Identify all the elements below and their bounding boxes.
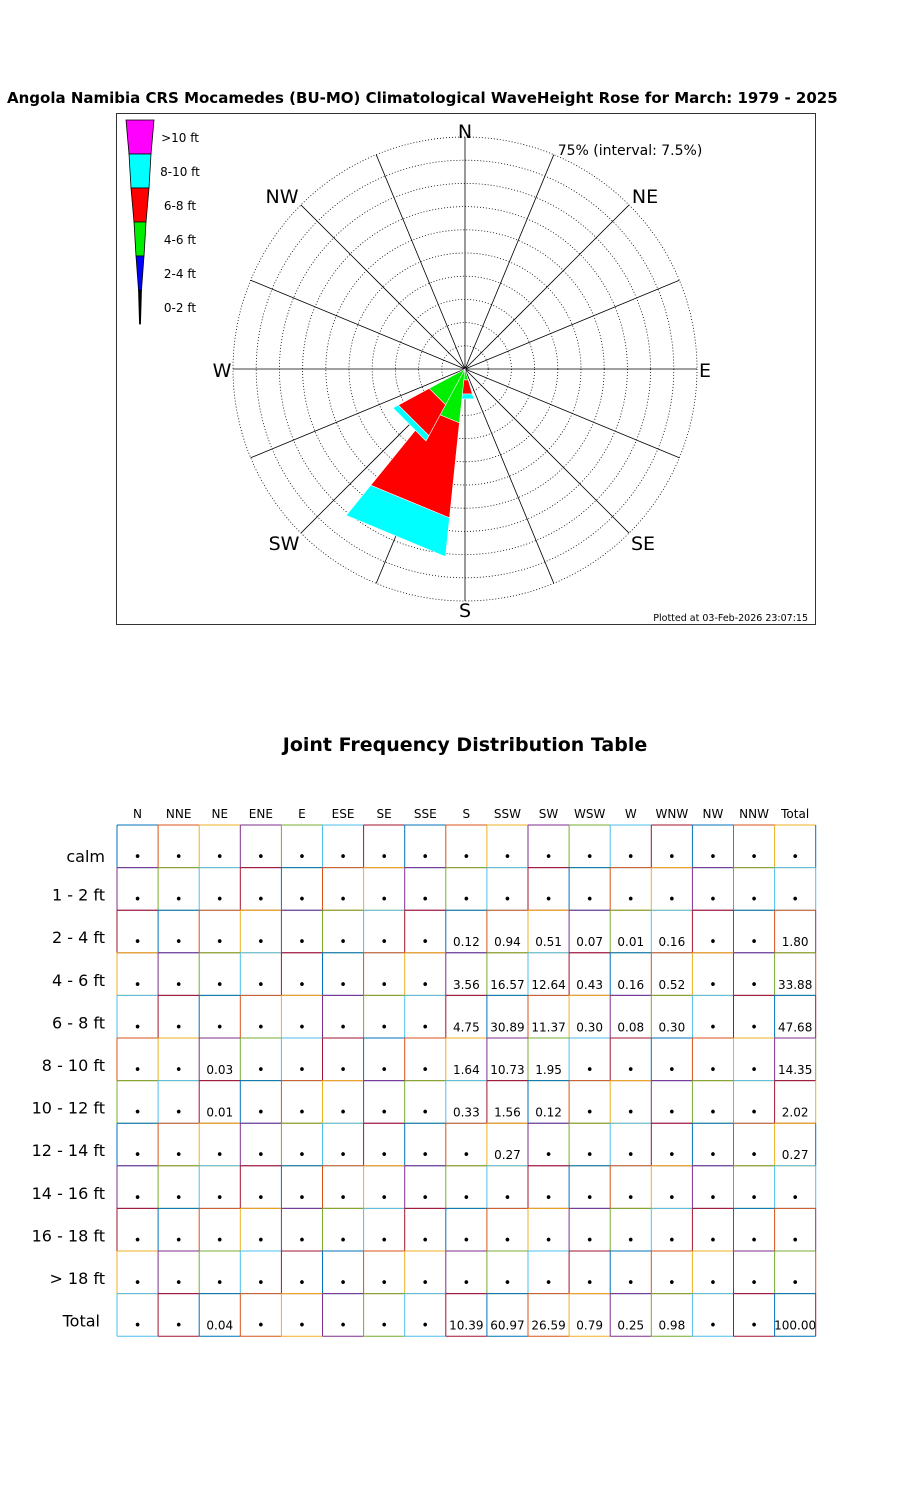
table-cell: 0.27 [494,1148,521,1163]
table-cell: • [585,1063,594,1078]
interval-note: 75% (interval: 7.5%) [557,143,703,159]
table-cell: • [380,1318,388,1334]
table-cell: • [709,1020,717,1036]
table-cell: • [626,850,635,865]
table-cell: • [585,1105,594,1121]
table-cell: • [298,1276,306,1291]
table-cell: • [339,850,347,865]
direction-spoke [301,205,465,369]
table-cell: • [339,1318,347,1334]
table-column-header: NW [702,807,724,821]
table-cell: • [544,1148,553,1164]
table-cell: • [421,892,430,908]
table-row-label: 8 - 10 ft [41,1056,105,1075]
table-cell: • [709,850,717,865]
table-cell: • [298,850,306,865]
table-cell: • [750,1105,758,1121]
table-cell: • [421,1190,430,1206]
table-cell: 1.64 [452,1063,480,1077]
table-cell: • [174,1190,183,1206]
table-column-header: Total [781,807,810,821]
table-row-label: 14 - 16 ft [31,1183,105,1203]
table-cell: • [174,850,183,865]
table-cell: • [257,1190,265,1206]
table-cell: • [421,1148,430,1164]
table-cell: 10.39 [449,1318,484,1333]
chart-title: Angola Namibia CRS Mocamedes (BU-MO) Climatological WaveHeight Rose for March: 1979 - 2025 [7,89,838,107]
table-cell: 0.04 [206,1318,234,1333]
table-cell: • [791,1190,799,1206]
table-cell: • [215,892,224,908]
table-column-header: N [133,807,143,821]
table-cell: 0.30 [576,1020,604,1035]
table-column-header: WNW [655,807,689,821]
table-column-header: SSE [413,807,437,821]
table-cell: • [215,1148,224,1164]
table-cell: 0.16 [617,977,645,992]
table-cell: • [421,1020,430,1036]
table-column-header: WSW [573,807,606,821]
table-cell: • [421,1318,430,1334]
table-cell: • [257,892,265,908]
legend-label: 8-10 ft [160,165,200,179]
table-cell: • [668,892,676,908]
direction-spoke [465,369,554,583]
table-cell: • [626,1276,635,1291]
compass-label-sw: SW [268,533,300,555]
table-cell: 26.59 [531,1318,566,1333]
table-column-header: NE [211,807,229,821]
table-cell: • [626,1190,635,1206]
table-cell: • [298,1190,306,1206]
table-cell: • [668,1190,676,1206]
table-cell: 33.88 [777,977,813,992]
table-column-header: S [462,807,471,821]
compass-label-nw: NW [265,186,299,208]
table-cell: • [339,977,347,993]
table-cell: • [133,1276,142,1291]
table-cell: • [133,1105,142,1121]
table-cell: • [339,935,347,951]
table-cell: • [133,1233,142,1249]
table-cell: • [791,892,799,908]
table-row-label: 6 - 8 ft [51,1013,105,1033]
table-cell: • [750,977,758,993]
table-cell: • [298,1148,306,1164]
table-cell: • [133,1020,142,1036]
table-column-header: NNW [739,807,769,821]
table-cell: • [174,1105,183,1121]
table-cell: • [174,1233,183,1249]
table-cell: 0.03 [206,1063,234,1077]
table-cell: • [174,1276,183,1291]
table-cell: • [626,1105,635,1121]
table-cell: • [585,850,594,865]
table-cell: • [174,1020,183,1036]
table-cell: • [668,1233,676,1249]
table-column-header: ESE [331,807,355,821]
table-cell: • [133,892,142,908]
table-cell: • [668,1063,676,1078]
table-cell: • [544,892,553,908]
table-cell: 0.01 [206,1105,234,1120]
legend-label: >10 ft [161,131,199,145]
table-cell: • [750,1318,758,1334]
table-cell: • [133,1148,142,1164]
table-cell: 1.80 [781,935,809,950]
table-cell: • [257,1105,265,1121]
table-cell: • [380,1020,388,1036]
table-cell: 3.56 [452,977,480,992]
table-cell: • [585,1276,594,1291]
table-cell: • [215,977,224,993]
table-cell: • [257,1233,265,1249]
table-cell: • [626,892,635,908]
table-cell: • [544,1233,553,1249]
table-cell: • [298,935,306,951]
table-column-header: E [298,807,306,821]
table-cell: • [626,1233,635,1249]
table-cell: • [298,977,306,993]
table-cell: • [380,1148,388,1164]
table-cell: 10.73 [490,1063,525,1077]
table-cell: • [421,935,430,951]
table-cell: • [462,1190,471,1206]
direction-spoke [465,280,679,369]
table-cell: • [215,1020,224,1036]
table-cell: • [421,1105,430,1121]
table-cell: • [791,1233,799,1249]
table-cell: • [709,935,717,951]
legend-label: 2-4 ft [163,267,197,281]
direction-spoke [465,369,629,533]
table-cell: • [709,1233,717,1249]
table-row-label: 2 - 4 ft [51,928,105,948]
table-cell: • [380,935,388,951]
table-cell: • [544,1190,553,1206]
table-cell: • [421,977,430,993]
table-cell: • [709,1276,717,1291]
table-cell: • [421,1276,430,1291]
table-cell: 0.07 [576,935,604,950]
table-cell: • [298,1233,306,1249]
table-cell: • [257,1276,265,1291]
table-cell: • [750,935,758,951]
table-cell: • [709,1063,717,1078]
table-cell: 0.51 [535,935,562,950]
table-cell: • [339,1105,347,1121]
table-cell: • [750,850,758,865]
table-cell: 0.12 [535,1105,562,1120]
table-cell: 30.89 [490,1020,525,1035]
table-cell: 0.27 [781,1148,809,1163]
direction-spoke [465,205,629,369]
table-cell: • [503,1190,512,1206]
table-cell: • [503,1233,512,1249]
table-cell: • [257,977,265,993]
table-cell: • [257,1020,265,1036]
table-cell: • [257,1318,265,1334]
table-cell: • [215,935,224,951]
table-cell: 12.64 [531,977,566,992]
table-cell: • [133,1318,142,1334]
table-cell: • [215,1233,224,1249]
table-row-label: 4 - 6 ft [51,970,105,990]
table-cell: • [298,1105,306,1121]
compass-label-w: W [212,360,232,382]
table-cell: • [668,1276,676,1291]
table-row-label: 10 - 12 ft [31,1098,105,1118]
table-cell: 0.01 [617,935,645,950]
table-cell: • [462,892,471,908]
table-cell: 16.57 [490,977,525,992]
table-cell: • [174,1148,183,1164]
table-cell: • [668,1105,676,1121]
table-cell: • [462,1148,471,1164]
table-cell: • [709,1190,717,1206]
table-cell: 11.37 [531,1020,566,1035]
table-cell: • [257,1063,265,1078]
wave-rose-chart [0,0,900,700]
table-cell: • [750,1233,758,1249]
table-cell: 0.12 [452,935,480,950]
table-row-label: 16 - 18 ft [31,1226,105,1246]
table-cell: • [585,1190,594,1206]
compass-label-s: S [458,600,472,622]
table-cell: • [215,1190,224,1206]
table-cell: • [750,1063,758,1078]
table-cell: • [133,1190,142,1206]
table-row-label: calm [66,847,105,866]
table-cell: • [380,1276,388,1291]
table-cell: 14.35 [777,1063,813,1077]
table-cell: • [339,1276,347,1291]
table-cell: 0.16 [658,935,686,950]
table-cell: • [462,850,471,865]
table-cell: • [585,1233,594,1249]
direction-spoke [465,155,554,369]
table-cell: • [421,1233,430,1249]
table-cell: • [380,1233,388,1249]
direction-spoke [376,155,465,369]
table-cell: • [380,1105,388,1121]
table-cell: • [339,1233,347,1249]
legend-label: 6-8 ft [163,199,197,213]
table-cell: • [380,1063,388,1078]
table-title: Joint Frequency Distribution Table [282,734,648,756]
compass-label-n: N [457,121,473,143]
table-cell: • [668,850,676,865]
table-row-label: 1 - 2 ft [51,885,105,905]
table-cell: 0.33 [452,1105,480,1120]
table-cell: • [257,1148,265,1164]
table-cell: • [421,850,430,865]
table-cell: • [133,1063,142,1078]
table-cell: 0.25 [617,1318,645,1333]
table-cell: • [750,1020,758,1036]
table-cell: 60.97 [490,1318,525,1333]
table-cell: 0.98 [658,1318,686,1333]
table-cell: • [421,1063,430,1078]
table-cell: • [174,935,183,951]
table-cell: 1.95 [535,1063,562,1077]
table-cell: 0.08 [617,1020,645,1035]
table-cell: 0.43 [576,977,604,992]
table-cell: • [339,1148,347,1164]
plotted-at: Plotted at 03-Feb-2026 23:07:15 [653,613,808,624]
legend-label: 0-2 ft [163,301,197,315]
table-cell: • [298,1318,306,1334]
table-cell: • [750,1148,758,1164]
table-cell: • [298,892,306,908]
compass-label-ne: NE [631,186,659,208]
table-cell: • [503,892,512,908]
table-cell: • [750,892,758,908]
direction-spoke [465,369,679,458]
table-cell: • [503,850,512,865]
table-cell: • [750,1190,758,1206]
table-cell: • [462,1276,471,1291]
table-cell: • [709,977,717,993]
table-cell: • [174,1063,183,1078]
table-cell: • [380,892,388,908]
table-row-label: > 18 ft [49,1269,105,1288]
table-cell: • [791,850,799,865]
table-column-header: SW [538,807,559,821]
table-cell: • [174,1318,183,1334]
table-cell: • [544,1276,553,1291]
legend-swatch [134,222,146,256]
legend-swatch [139,290,142,324]
table-cell: 4.75 [452,1020,480,1035]
table-cell: • [339,1063,347,1078]
table-cell: 0.30 [658,1020,686,1035]
table-cell: • [133,977,142,993]
table-cell: • [133,935,142,951]
table-cell: • [215,850,224,865]
table-cell: • [380,850,388,865]
legend-swatch [126,120,154,154]
legend-swatch [136,256,144,290]
table-cell: • [339,892,347,908]
table-cell: • [709,892,717,908]
table-column-header: ENE [248,807,273,821]
table-cell: • [174,977,183,993]
table-row-label: 12 - 14 ft [31,1141,105,1161]
table-cell: • [339,1190,347,1206]
table-cell: • [257,850,265,865]
table-cell: • [462,1233,471,1249]
legend-swatch [129,154,151,188]
table-cell: • [626,1148,635,1164]
table-cell: • [174,892,183,908]
table-cell: • [215,1276,224,1291]
table-cell: • [503,1276,512,1291]
table-cell: • [380,1190,388,1206]
table-cell: 0.94 [494,935,521,950]
table-cell: • [709,1148,717,1164]
table-cell: • [791,1276,799,1291]
table-cell: 0.52 [658,977,686,992]
table-cell: • [709,1318,717,1334]
compass-label-e: E [698,360,712,382]
table-cell: • [380,977,388,993]
table-row-label: Total [62,1311,100,1331]
table-cell: • [585,892,594,908]
table-cell: • [585,1148,594,1164]
table-cell: 100.00 [774,1318,817,1333]
table-column-header: W [624,807,637,821]
table-column-header: SE [376,807,392,821]
table-cell: 0.79 [576,1318,604,1333]
table-cell: • [668,1148,676,1164]
table-column-header: SSW [493,807,522,821]
table-cell: 1.56 [494,1105,521,1120]
table-cell: • [257,935,265,951]
table-cell: • [626,1063,635,1078]
table-cell: • [339,1020,347,1036]
table-cell: • [298,1063,306,1078]
table-cell: • [133,850,142,865]
table-cell: • [709,1105,717,1121]
table-column-header: NNE [165,807,192,821]
table-cell: • [750,1276,758,1291]
direction-spoke [251,280,465,369]
table-cell: 2.02 [781,1105,809,1120]
legend-label: 4-6 ft [163,233,197,247]
table-cell: 47.68 [777,1020,813,1035]
compass-label-se: SE [630,533,656,555]
table-cell: • [298,1020,306,1036]
table-cell: • [544,850,553,865]
legend-swatch [131,188,149,222]
